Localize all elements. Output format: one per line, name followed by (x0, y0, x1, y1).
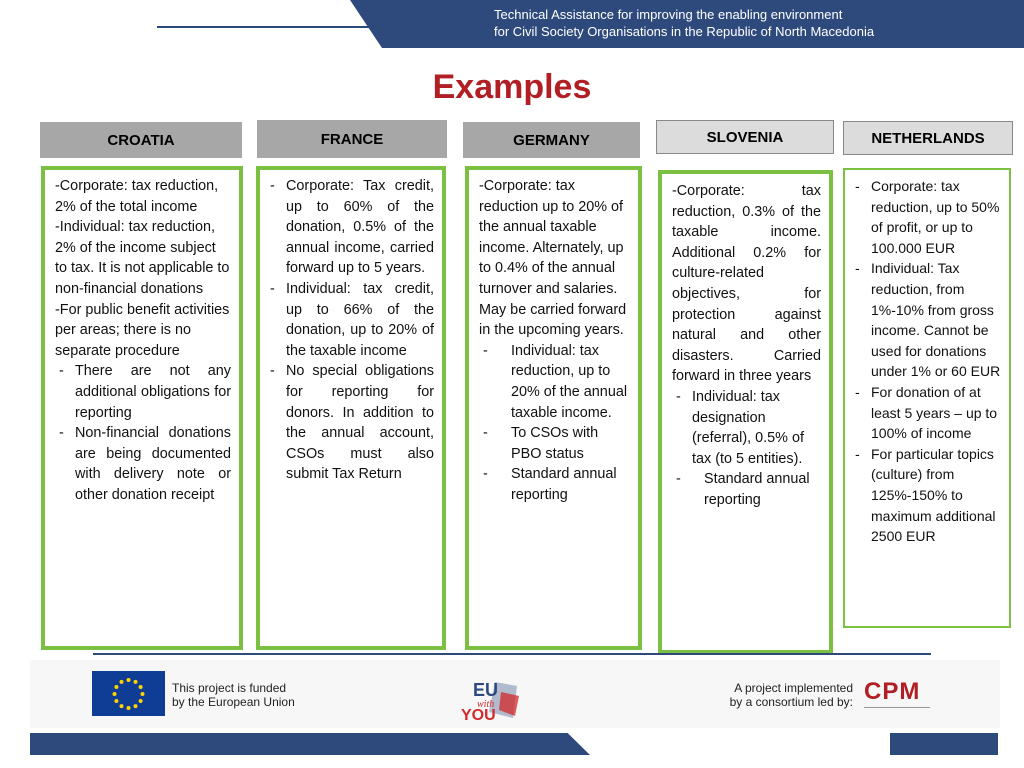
germany-item-1: - Individual: tax reduction, up to 20% of the annual taxable income. (479, 341, 630, 423)
eu-funding-line-1: This project is funded (172, 681, 287, 695)
footer-accent-bar-right (890, 733, 998, 755)
header-germany: GERMANY (463, 122, 640, 158)
consortium-note (715, 681, 853, 709)
svg-text:with: with (477, 699, 495, 710)
cpm-logo-text: CPM (864, 678, 921, 705)
banner-line-1: Technical Assistance for improving the enabling environment (494, 7, 843, 22)
page-title: Examples (432, 68, 592, 106)
croatia-item-2: - Non-financial donations are being documented with delivery note or other donation receipt (55, 423, 231, 505)
france-item-1: - Corporate: Tax credit, up to 60% of the donation, 0.5% of the annual income, carried forward up to 5 years. (266, 176, 434, 279)
germany-item-2: - To CSOs with PBO status (479, 423, 630, 464)
slovenia-item-2: - Standard annual reporting (672, 469, 821, 510)
germany-item-3: - Standard annual reporting (479, 464, 630, 505)
card-croatia (41, 166, 243, 650)
netherlands-item-3: - For donation of at least 5 years – up to 100% of income (851, 382, 1001, 444)
netherlands-item-4: - For particular topics (culture) from 125%-150% to maximum additional 2500 EUR (851, 444, 1001, 547)
cpm-logo-icon (864, 678, 944, 714)
croatia-text-1: -Corporate: tax reduction, 2% of the total income (55, 178, 219, 215)
card-netherlands (843, 168, 1011, 628)
banner-title (494, 6, 874, 40)
header-france: FRANCE (257, 120, 447, 158)
card-slovenia (658, 170, 833, 654)
banner-line-2: for Civil Society Organisations in the Republic of North Macedonia (494, 24, 875, 39)
card-france (256, 166, 446, 650)
netherlands-item-2: - Individual: Tax reduction, from 1%-10% from gross income. Cannot be used for donations under 1% or 60 EUR (851, 258, 1001, 382)
eu-with-you-logo-icon (455, 676, 525, 724)
slovenia-text-1: -Corporate: tax reduction, 0.3% of the taxable income. Additional 0.2% for culture-related objectives, for protection against natural and other disasters. Carried forward in three years (672, 183, 821, 385)
svg-text:EU: EU (473, 680, 499, 700)
footer-accent-bar (30, 733, 590, 755)
croatia-text-3: -For public benefit activities per areas; there is no separate procedure (55, 301, 230, 359)
header-slovenia: SLOVENIA (656, 120, 834, 154)
croatia-item-1: - There are not any additional obligations for reporting (55, 361, 231, 423)
slovenia-item-1: - Individual: tax designation (referral), 0.5% of tax (to 5 entities). (672, 387, 821, 469)
germany-text-1: -Corporate: tax reduction up to 20% of the annual taxable income. Alternately, up to 0.4% of the annual turnover and salaries. May be carried forward in the upcoming years. (479, 178, 627, 339)
eu-funding-line-2: by the European Union (172, 695, 295, 709)
card-germany (465, 166, 642, 650)
france-item-2: - Individual: tax credit, up to 66% of the donation, up to 20% of the taxable income (266, 279, 434, 361)
france-item-3: - No special obligations for reporting for donors. In addition to the annual account, CSOs must also submit Tax Return (266, 361, 434, 485)
eu-flag-icon (92, 671, 165, 716)
header-croatia: CROATIA (40, 122, 242, 158)
svg-text:YOU: YOU (461, 707, 496, 724)
croatia-text-2: -Individual: tax reduction, 2% of the income subject to tax. It is not applicable to non-financial donations (55, 219, 230, 297)
eu-funding-note (172, 681, 295, 709)
header-netherlands: NETHERLANDS (843, 121, 1013, 155)
consortium-line-1: A project implemented (734, 681, 853, 695)
netherlands-item-1: - Corporate: tax reduction, up to 50% of profit, or up to 100.000 EUR (851, 176, 1001, 258)
consortium-line-2: by a consortium led by: (729, 695, 853, 709)
footer-divider-line (93, 653, 931, 655)
